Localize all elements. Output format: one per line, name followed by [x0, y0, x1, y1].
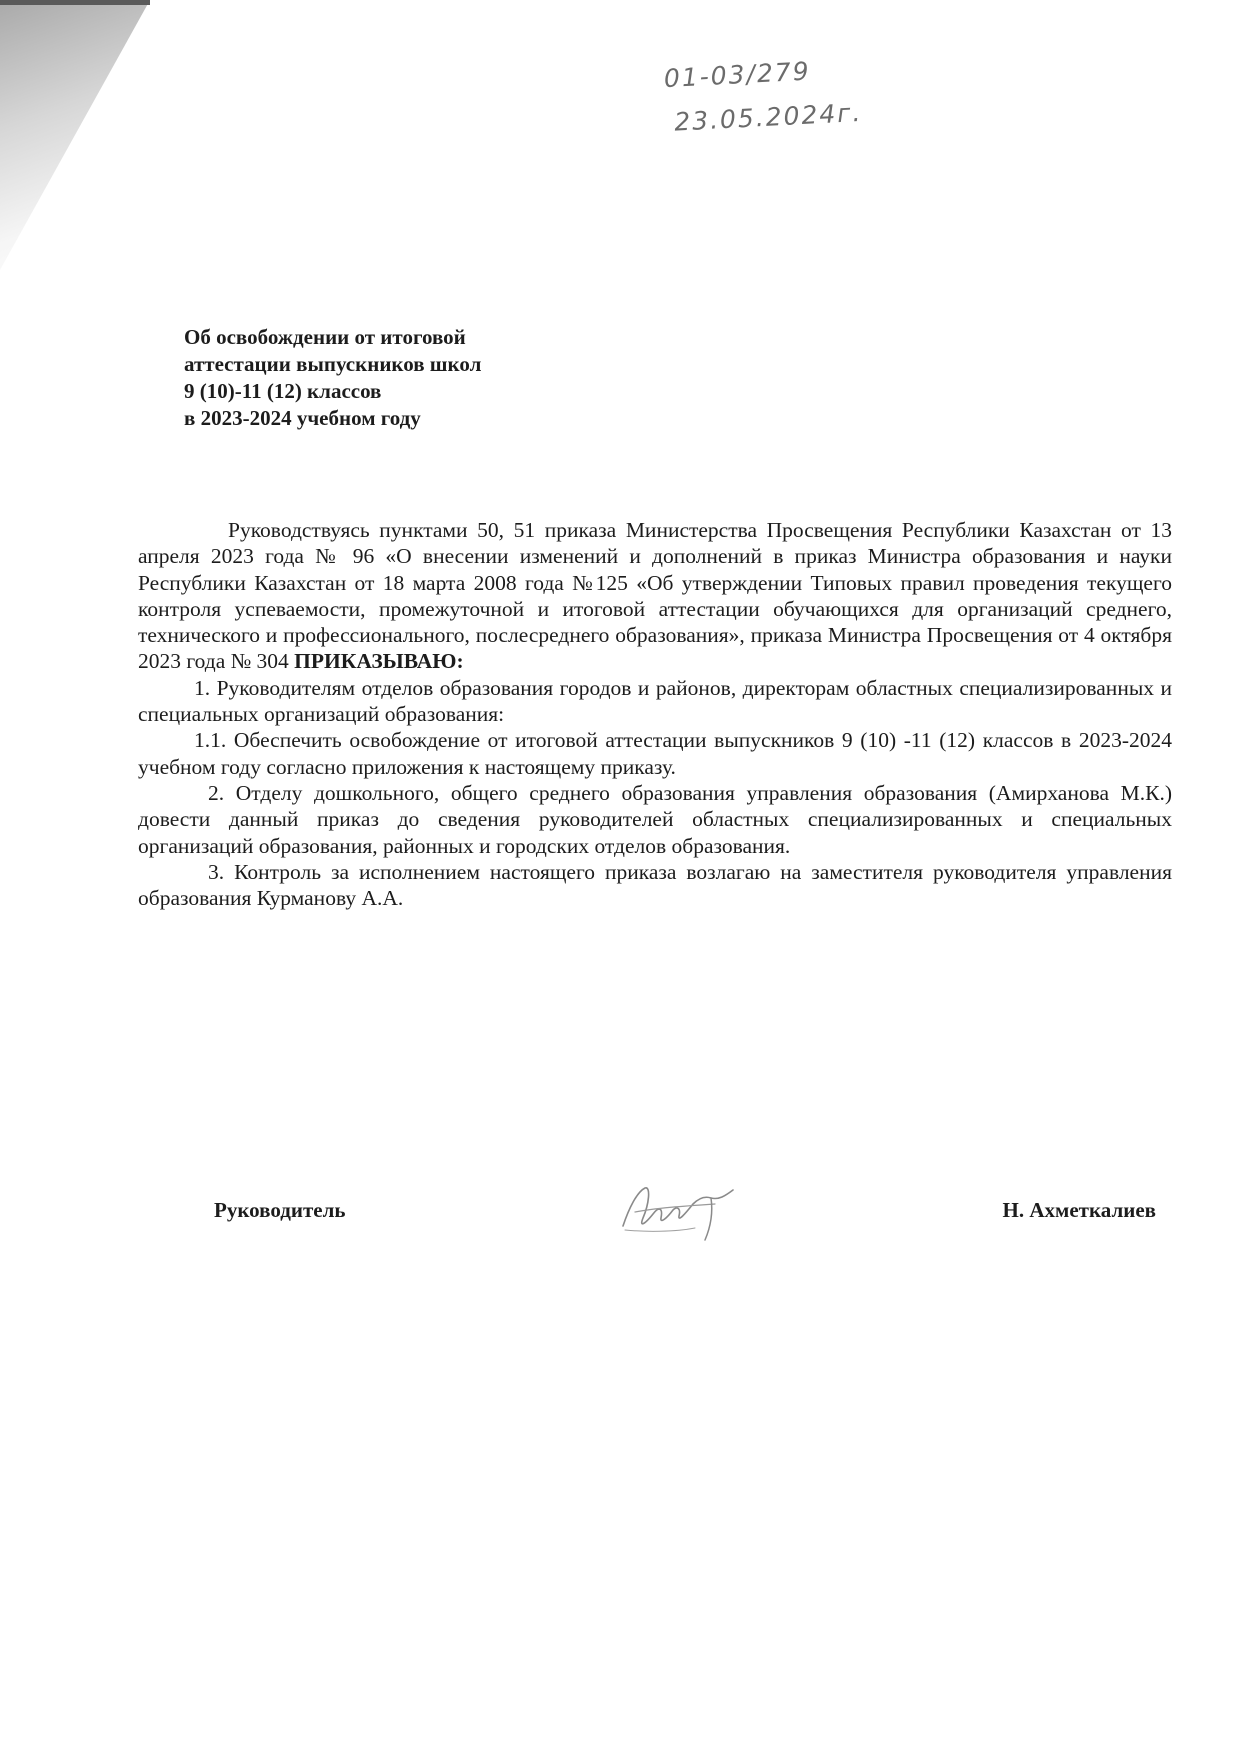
item-1: 1. Руководителям отделов образования городов и районов, директорам областных специализированных и специальных организаций образования:	[138, 675, 1172, 727]
item-3: 3. Контроль за исполнением настоящего приказа возлагаю на заместителя руководителя управления образования Курманову А.А.	[138, 859, 1172, 911]
title-line: аттестации выпускников школ	[184, 352, 482, 376]
scan-shadow-corner	[0, 0, 150, 270]
preamble-paragraph	[138, 517, 1172, 675]
signer-position: Руководитель	[214, 1198, 346, 1222]
order-word: ПРИКАЗЫВАЮ:	[294, 649, 464, 674]
scan-top-edge	[0, 0, 150, 5]
title-line: 9 (10)-11 (12) классов	[184, 379, 382, 403]
registration-stamp	[663, 47, 864, 145]
document-title	[184, 324, 481, 432]
title-line: Об освобождении от итоговой	[184, 325, 466, 349]
item-2: 2. Отделу дошкольного, общего среднего образования управления образования (Амирханова М.К.) довести данный приказ до сведения руководителей областных специализированных и специальных организаций образования, районных и городских отделов образования.	[138, 780, 1172, 858]
preamble-text: Руководствуясь пунктами 50, 51 приказа Министерства Просвещения Республики Казахстан от 13 апреля 2023 года № 96 «О внесении изменений и дополнений в приказ Министра образования и науки Республики Казахстан от 18 марта 2008 года №125 «Об утверждении Типовых правил проведения текущего контроля успеваемости, промежуточной и итоговой аттестации обучающихся для организаций среднего, технического и профессионального, послесреднего образования», приказа Министра Просвещения от 4 октября 2023 года № 304	[138, 518, 1172, 674]
item-1-1: 1.1. Обеспечить освобождение от итоговой аттестации выпускников 9 (10) -11 (12) классов в 2023-2024 учебном году согласно приложения к настоящему приказу.	[138, 728, 1172, 779]
title-line: в 2023-2024 учебном году	[184, 406, 421, 430]
registration-number: 01-03/279	[663, 56, 812, 94]
document-body	[138, 517, 1172, 911]
registration-date: 23.05.2024г.	[673, 97, 863, 137]
handwritten-signature	[615, 1178, 765, 1248]
signer-name: Н. Ахметкалиев	[1002, 1198, 1156, 1222]
